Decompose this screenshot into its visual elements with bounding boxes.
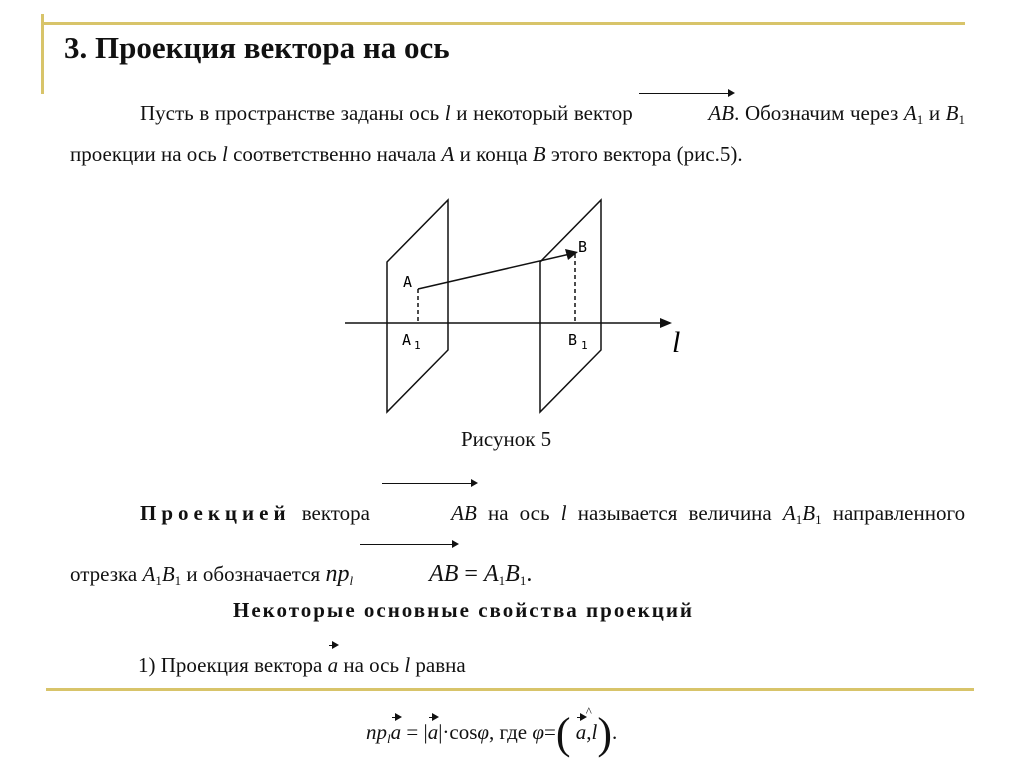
axis-arrowhead	[660, 318, 672, 328]
label-axis-l: l	[672, 326, 681, 359]
label-b: B	[578, 238, 588, 256]
property-1: 1) Проекция вектора a на ось l равна	[138, 648, 466, 682]
label-b1: B	[568, 331, 578, 349]
vector-ab-2: AB	[381, 486, 477, 540]
label-a1-sub: 1	[414, 339, 421, 352]
label-a1: A	[402, 331, 412, 349]
projection-formula: $np_l$ AB = $A_1B_1$.	[325, 561, 532, 587]
property-1-formula: $np_la = |a|\cdot\cos\varphi$, где φ=( ^ a,l).	[366, 704, 618, 758]
label-a: A	[403, 273, 413, 291]
vector-line	[418, 254, 570, 289]
accent-bottom-line	[46, 688, 974, 691]
slide-title: 3. Проекция вектора на ось	[64, 30, 450, 65]
definition-paragraph: Проекцией вектора AB на ось l называется величина $A_1B_1$ направленного отрезка $A_1B_1$ и обозначается $np_l$ AB = $A_1B_1$.	[70, 486, 965, 608]
section-heading: Некоторые основные свойства проекций	[233, 598, 695, 622]
label-b1-sub: 1	[581, 339, 588, 352]
plane-right	[540, 200, 601, 412]
term-projection: Проекцией	[140, 501, 291, 525]
intro-paragraph: Пусть в пространстве заданы ось l и некоторый вектор AB. Обозначим через $A_1$ и $B_1$ проекции на ось l соответственно начала A и конца B этого вектора (рис.5).	[70, 96, 965, 171]
vector-a: a	[328, 648, 339, 682]
vector-arrowhead	[565, 249, 578, 260]
figure-caption: Рисунок 5	[461, 427, 552, 451]
vector-ab: AB	[638, 96, 734, 130]
